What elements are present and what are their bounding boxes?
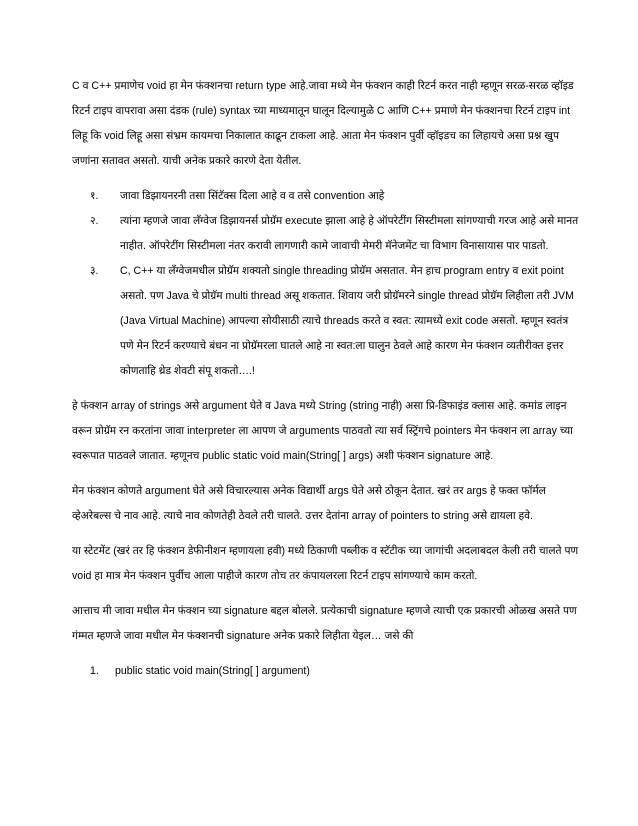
list-item	[72, 209, 584, 259]
paragraph-signature: आत्ताच मी जावा मधील मेन फंक्शन च्या signature बद्दल बोलले. प्रत्येकाची signature म्हणजे त्याची एक प्रकारची ओळख असते पण गंम्मत म्हणजे जावा मधील मेन फंक्शनची signature अनेक प्रकारे लिहीता येइल… जसे की	[72, 605, 577, 642]
paragraph-args: मेन फंक्शन कोणते argument घेते असे विचारल्यास अनेक विद्यार्थी args घेते असे ठोकून देतात. खरं तर args हे फक्त फॉर्मल व्हेअरेबल्स चे नाव आहे. त्याचे नाव कोणतेही ठेवले तरी चालते. उत्तर देतांना array of pointers to string असे द्यायला हवे.	[72, 485, 546, 522]
list-item	[72, 259, 584, 384]
reasons-list	[72, 184, 584, 384]
paragraph-array-of-strings: हे फंक्शन array of strings असे argument घेते व Java मध्ये String (string नाही) असा प्रि-डिफाइंड क्लास आहे. कमांड लाइन वरून प्रोग्रॅम रन करतांना जावा interpreter ला आपण जे arguments पाठवतो त्या सर्व स्ट्रिंगचे pointers मेन फंक्शन ला array च्या स्वरूपात पाठवले जातात. म्हणूनच public static void main(String[ ] args) अशी फंक्शन signature आहे.	[72, 400, 573, 462]
list-item-text: जावा डिझायनरनी तसा सिंटॅक्स दिला आहे व व तसे convention आहे	[120, 190, 385, 202]
list-number: १.	[90, 190, 99, 202]
list-number: २.	[90, 215, 99, 227]
list-number: ३.	[90, 265, 99, 277]
signatures-list	[72, 659, 584, 684]
list-item-text: public static void main(String[ ] argument)	[115, 665, 310, 677]
paragraph-intro: C व C++ प्रमाणेच void हा मेन फंक्शनचा return type आहे.जावा मध्ये मेन फंक्शन काही रिटर्न करत नाही म्हणून सरळ-सरळ व्हॉइड रिटर्न टाइप वापरावा असा दंडक (rule) syntax च्या माध्यमातून घालून दिल्यामुळे C आणि C++ प्रमाणे मेन फंक्शनचा रिटर्न टाइप int लिहू कि void लिहू असा संभ्रम कायमचा निकालात काढून टाकला आहे. आता मेन फंक्शन पुर्वी व्हॉइडच का लिहायचे असा प्रश्न खुप जणांना सतावत असतो. याची अनेक प्रकारे कारणे देता येतील.	[72, 80, 574, 167]
list-item-text: C, C++ या लॅंग्वेजमधील प्रोग्रॅम शक्यतो single threading प्रोग्रॅम असतात. मेन हाच program entry व exit point असतो. पण Java चे प्रोग्रॅम multi thread असू शकतात. शिवाय जरी प्रोग्रॅमरने single thread प्रोग्रॅम लिहीला तरी JVM (Java Virtual Machine) आपल्या सोयीसाठी त्याचे threads करते व स्वत: त्यामध्ये exit code असतो. म्हणून स्वतंत्र पणे मेन रिटर्न करण्याचे बंधन ना प्रोग्रॅमरला घातले आहे ना स्वत:ला घालुन ठेवले आहे कारण मेन फंक्शन व्यतीरीक्त इत्तर कोणताहि थ्रेड शेवटी संपू शकतो….!	[120, 265, 574, 377]
paragraph-statement-order: या स्टेटमेंट (खरं तर हि फंक्शन डेफीनीशन म्हणायला हवी) मध्ये ठिकाणी पब्लीक व स्टॅटीक च्या जागांची अदलाबदल केली तरी चालते पण void हा मात्र मेन फंक्शन पुर्वीच आला पाहीजे कारण तोच तर कंपायलरला रिटर्न टाइप सांगण्याचे काम करतो.	[72, 545, 579, 582]
list-item	[72, 659, 584, 684]
list-item-text: त्यांना म्हणजे जावा लॅंग्वेज डिझायनर्स प्रोग्रॅम execute झाला आहे हे ऑपरेटींग सिस्टीमला सांगण्याची गरज आहे असे मानत नाहीत. ऑपरेटींग सिस्टीमला नंतर करावी लागणारी कामे जावाची मेमरी मॅनेजमेंट चा विभाग विनासायास पार पाडतो.	[120, 215, 579, 252]
list-item	[72, 184, 584, 209]
list-number: 1.	[90, 665, 99, 677]
